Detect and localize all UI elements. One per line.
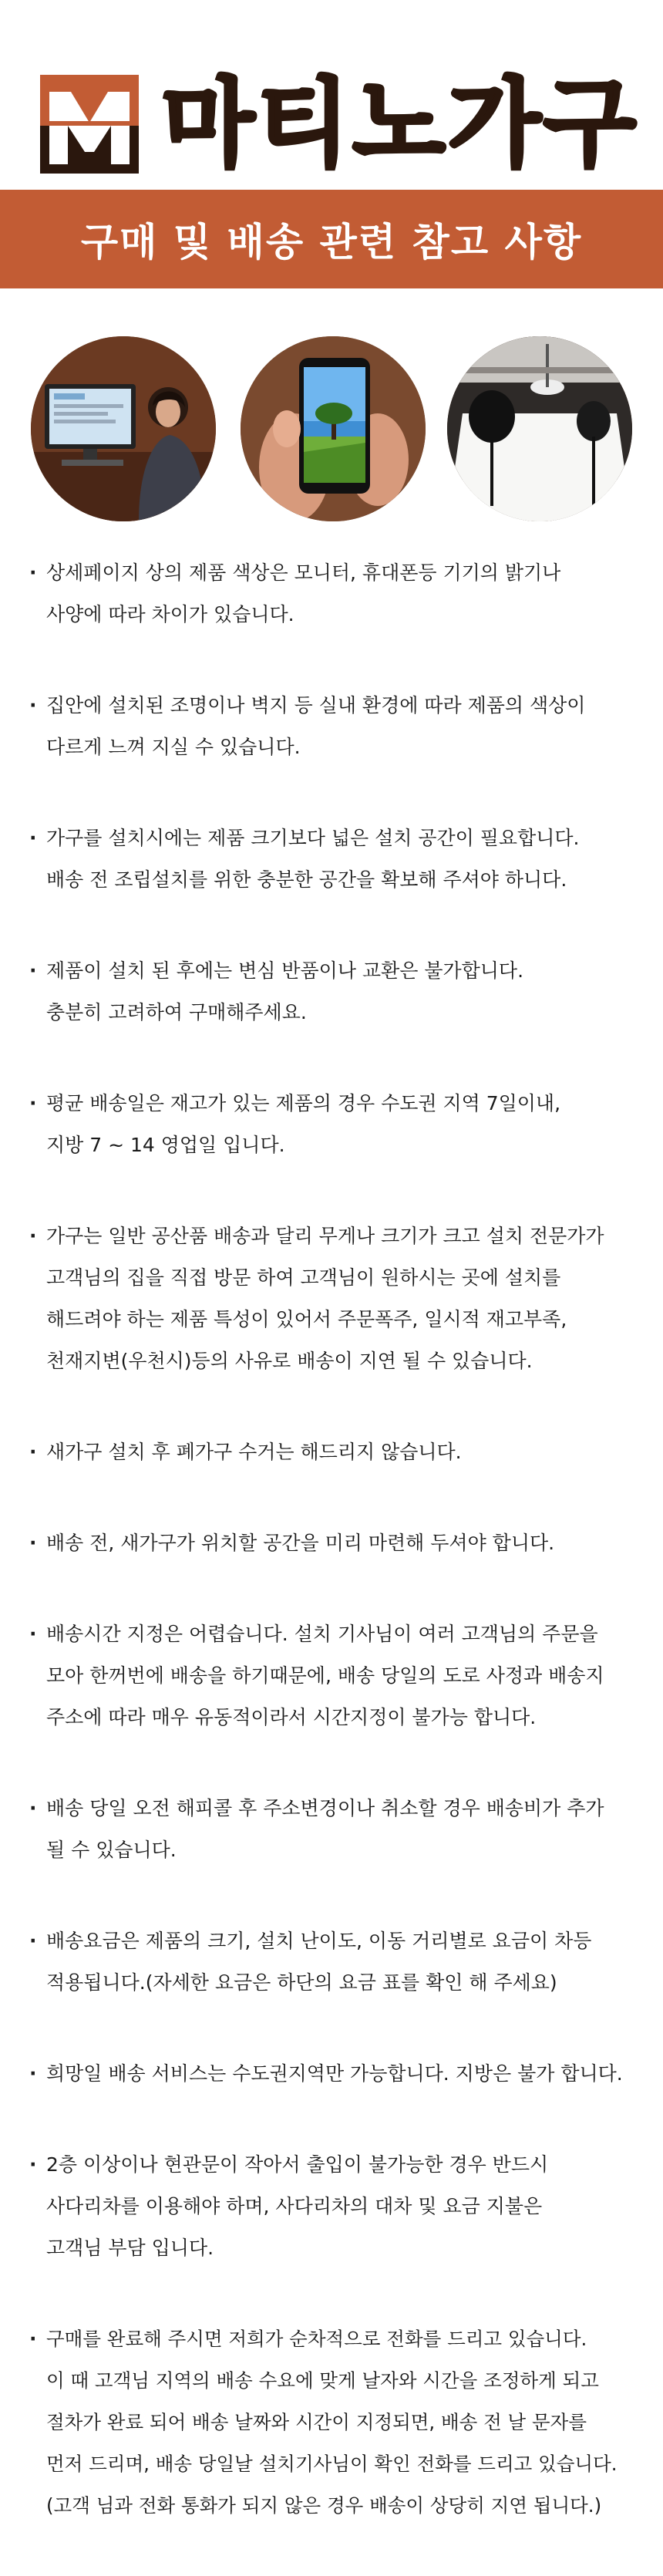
list-item xyxy=(29,950,646,1033)
note-line: 될 수 있습니다. xyxy=(46,1839,177,1861)
notes-list xyxy=(29,552,646,2576)
note-line: · 제품이 설치 된 후에는 변심 반품이나 교환은 불가합니다. xyxy=(46,959,524,982)
note-line: · 상세페이지 상의 제품 색상은 모니터, 휴대폰등 기기의 밝기나 xyxy=(46,561,561,584)
list-item xyxy=(29,2144,646,2269)
list-item xyxy=(29,1613,646,1738)
note-line: 고객님 부담 입니다. xyxy=(46,2237,214,2259)
list-item xyxy=(29,1788,646,1871)
note-line: 모아 한꺼번에 배송을 하기때문에, 배송 당일의 도로 사정과 배송지 xyxy=(46,1664,604,1687)
note-line: · 배송 당일 오전 해피콜 후 주소변경이나 취소할 경우 배송비가 추가 xyxy=(46,1797,604,1819)
list-item xyxy=(29,1083,646,1166)
note-line: 고객님의 집을 직접 방문 하여 고객님이 원하시는 곳에 설치를 xyxy=(46,1266,561,1289)
photo-studio-photo xyxy=(447,336,632,521)
note-line: 사양에 따라 차이가 있습니다. xyxy=(46,603,294,625)
logo-m-icon xyxy=(40,75,139,174)
smartphone-photo xyxy=(241,336,426,521)
list-item xyxy=(29,818,646,901)
note-line: · 가구를 설치시에는 제품 크기보다 넓은 설치 공간이 필요합니다. xyxy=(46,827,580,849)
note-line: 주소에 따라 매우 유동적이라서 시간지정이 불가능 합니다. xyxy=(46,1706,537,1728)
list-item xyxy=(29,1522,646,1564)
note-line: · 배송시간 지정은 어렵습니다. 설치 기사님이 여러 고객님의 주문을 xyxy=(46,1623,598,1645)
note-line: · 배송요금은 제품의 크기, 설치 난이도, 이동 거리별로 요금이 차등 xyxy=(46,1930,592,1952)
list-item xyxy=(29,1920,646,2004)
note-line: 이 때 고객님 지역의 배송 수요에 맞게 날자와 시간을 조정하게 되고 xyxy=(46,2369,599,2392)
list-item xyxy=(29,2053,646,2095)
list-item xyxy=(29,2318,646,2527)
note-line: · 2층 이상이나 현관문이 작아서 출입이 불가능한 경우 반드시 xyxy=(46,2153,549,2176)
note-line: · 평균 배송일은 재고가 있는 제품의 경우 수도권 지역 7일이내, xyxy=(46,1092,561,1114)
note-line: 다르게 느껴 지실 수 있습니다. xyxy=(46,736,301,758)
note-line: · 집안에 설치된 조명이나 벽지 등 실내 환경에 따라 제품의 색상이 xyxy=(46,694,586,716)
note-line: · 가구는 일반 공산품 배송과 달리 무게나 크기가 크고 설치 전문가가 xyxy=(46,1225,604,1247)
note-line: 사다리차를 이용해야 하며, 사다리차의 대차 및 요금 지불은 xyxy=(46,2195,543,2217)
note-line: · 희망일 배송 서비스는 수도권지역만 가능합니다. 지방은 불가 합니다. xyxy=(46,2062,623,2085)
list-item xyxy=(29,552,646,636)
photo-row xyxy=(0,336,663,521)
monitor-user-photo xyxy=(31,336,216,521)
note-line: 배송 전 조립설치를 위한 충분한 공간을 확보해 주셔야 하니다. xyxy=(46,868,567,891)
note-line: 적용됩니다.(자세한 요금은 하단의 요금 표를 확인 해 주세요) xyxy=(46,1971,557,1994)
title-banner xyxy=(0,190,663,288)
note-line: · 구매를 완료해 주시면 저희가 순차적으로 전화를 드리고 있습니다. xyxy=(46,2328,587,2350)
note-line: 해드려야 하는 제품 특성이 있어서 주문폭주, 일시적 재고부족, xyxy=(46,1308,567,1330)
note-line: · 배송 전, 새가구가 위치할 공간을 미리 마련해 두셔야 합니다. xyxy=(46,1532,555,1554)
list-item xyxy=(29,1216,646,1382)
note-line: 절차가 완료 되어 배송 날짜와 시간이 지정되면, 배송 전 날 문자를 xyxy=(46,2411,587,2433)
note-line: 천재지변(우천시)등의 사유로 배송이 지연 될 수 있습니다. xyxy=(46,1350,533,1372)
list-item xyxy=(29,1431,646,1473)
list-item xyxy=(29,685,646,768)
banner-title: 구매 및 배송 관련 참고 사항 xyxy=(80,220,583,265)
brand-name: 마티노가구 xyxy=(162,69,639,180)
note-line: 충분히 고려하여 구매해주세요. xyxy=(46,1001,307,1023)
note-line: 먼저 드리며, 배송 당일날 설치기사님이 확인 전화를 드리고 있습니다. xyxy=(46,2453,618,2475)
note-line: (고객 님과 전화 통화가 되지 않은 경우 배송이 상당히 지연 됩니다.) xyxy=(46,2494,602,2517)
brand-logo xyxy=(40,69,639,180)
note-line: 지방 7 ~ 14 영업일 입니다. xyxy=(46,1134,285,1156)
note-line: · 새가구 설치 후 폐가구 수거는 해드리지 않습니다. xyxy=(46,1441,462,1463)
